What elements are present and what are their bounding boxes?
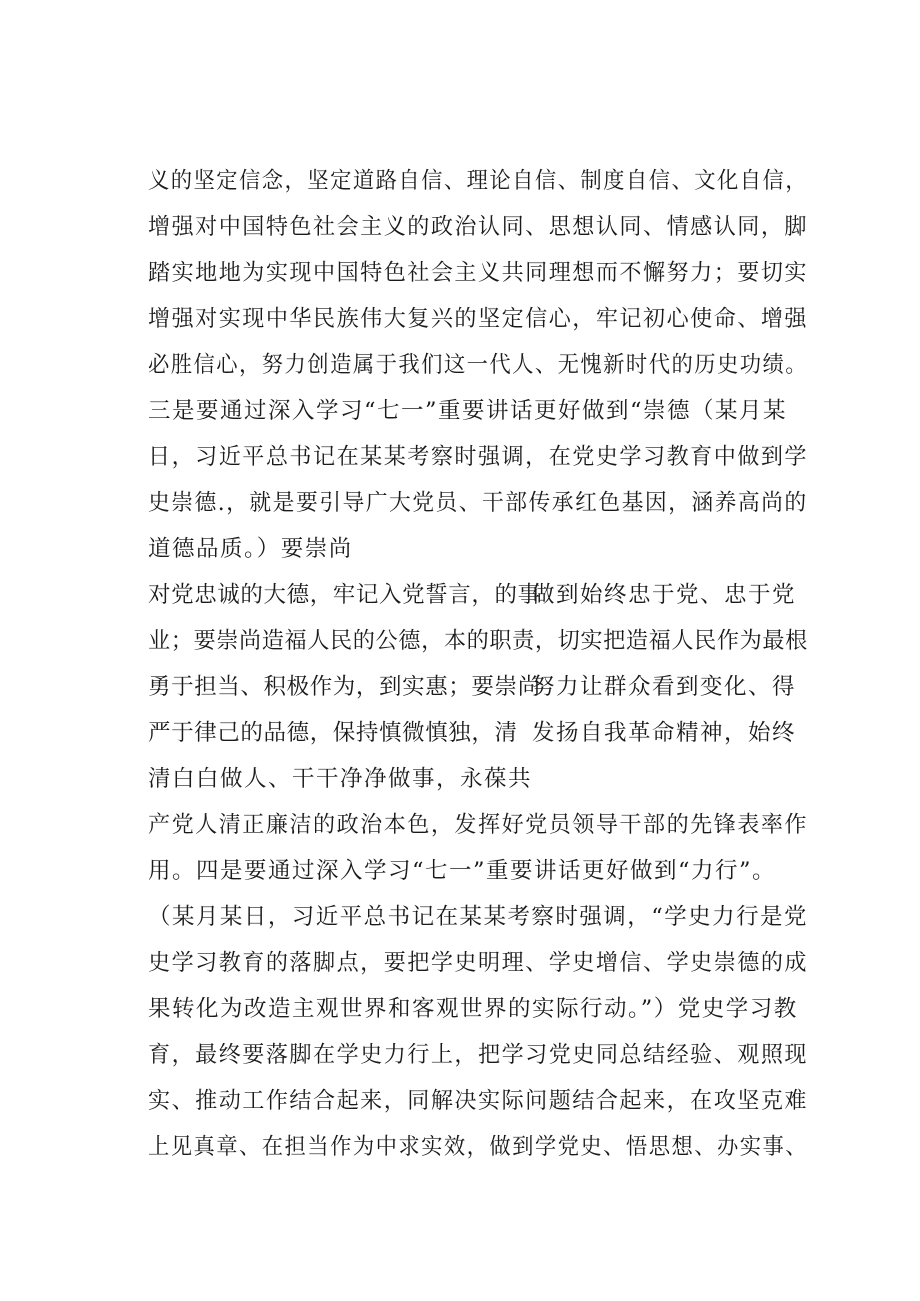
text-line: 对党忠诚的大德，牢记入党誓言，的事	[148, 582, 541, 608]
text-line: （某月某日，习近平总书记在某某考察时强调，“学史力行是党	[148, 904, 809, 930]
text-line: 增强对中国特色社会主义的政治认同、思想认同、情感认同，脚	[148, 214, 809, 240]
text-line: 史学习教育的落脚点，要把学史明理、学史增信、学史崇德的成	[148, 950, 809, 976]
text-fragment: 努力让群众看到变化、得	[532, 674, 797, 700]
text-line: 用。四是要通过深入学习“七一”重要讲话更好做到“力行”。	[148, 858, 777, 884]
text-line: 义的坚定信念，坚定道路自信、理论自信、制度自信、文化自信，	[148, 168, 809, 194]
text-line: 勇于担当、积极作为，到实惠；要崇尚	[148, 674, 541, 700]
text-line: 必胜信心，努力创造属于我们这一代人、无愧新时代的历史功绩。	[148, 352, 809, 378]
text-line: 业；要崇尚造福人民的公德，本的职责，切实把造福人民作为最根	[148, 628, 808, 654]
text-line: 产党人清正廉洁的政治本色，发挥好党员领导干部的先锋表率作	[148, 812, 809, 838]
text-line: 实、推动工作结合起来，同解决实际问题结合起来，在攻坚克难	[148, 1088, 809, 1114]
text-line: 三是要通过深入学习“七一”重要讲话更好做到“崇德（某月某	[148, 398, 788, 424]
text-line: 道德品质。）要崇尚	[148, 536, 353, 562]
text-line: 严于律己的品德，保持慎微慎独，清	[148, 720, 518, 746]
text-line: 史崇德.，就是要引导广大党员、干部传承红色基因，涵养高尚的	[148, 490, 808, 516]
text-line: 踏实地地为实现中国特色社会主义共同理想而不懈努力；要切实	[148, 260, 809, 286]
text-line: 育，最终要落脚在学史力行上，把学习党史同总结经验、观照现	[148, 1042, 809, 1068]
text-line: 果转化为改造主观世界和客观世界的实际行动。”）党史学习教	[148, 996, 798, 1022]
text-fragment: 做到始终忠于党、忠于党	[532, 582, 797, 608]
text-fragment: 发扬自我革命精神，始终	[532, 720, 797, 746]
text-line: 增强对实现中华民族伟大复兴的坚定信心，牢记初心使命、增强	[148, 306, 809, 332]
text-line: 清白白做人、干干净净做事，永葆共	[148, 766, 533, 792]
text-line: 日，习近平总书记在某某考察时强调，在党史学习教育中做到学	[148, 444, 809, 470]
text-line: 上见真章、在担当作为中求实效，做到学党史、悟思想、办实事、	[148, 1134, 809, 1160]
